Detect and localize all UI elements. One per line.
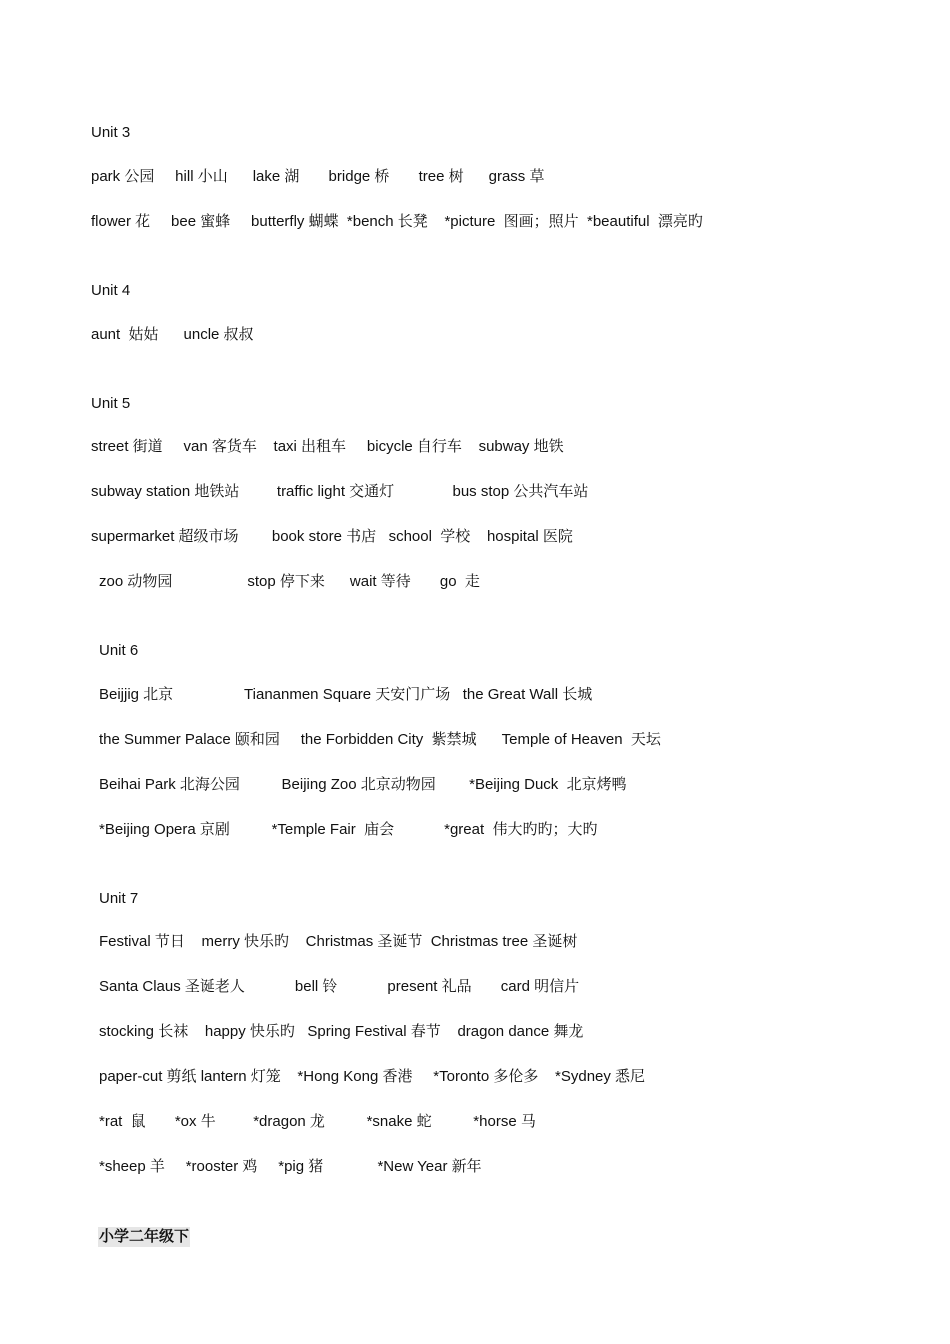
unit-7-heading: Unit 7 [99,890,139,907]
grade-2-second-term-heading: 小学二年级下 [99,1228,190,1245]
unit-7-vocab-line-4: paper-cut 剪纸 lantern 灯笼 *Hong Kong 香港 *Toronto 多伦多 *Sydney 悉尼 [99,1068,646,1085]
unit-4-vocab-line-1: aunt 姑姑 uncle 叔叔 [91,326,254,343]
unit-3-heading: Unit 3 [91,124,131,141]
unit-7-vocab-line-2: Santa Claus 圣诞老人 bell 铃 present 礼品 card 明信片 [99,978,580,995]
unit-6-heading: Unit 6 [99,642,139,659]
unit-7-vocab-line-6: *sheep 羊 *rooster 鸡 *pig 猪 *New Year 新年 [99,1158,482,1175]
unit-5-vocab-line-1: street 街道 van 客货车 taxi 出租车 bicycle 自行车 subway 地铁 [91,438,564,455]
unit-7-vocab-line-1: Festival 节日 merry 快乐旳 Christmas 圣诞节 Christmas tree 圣诞树 [99,933,578,950]
unit-3-vocab-line-1: park 公园 hill 小山 lake 湖 bridge 桥 tree 树 grass 草 [91,168,545,185]
unit-5-vocab-line-4: zoo 动物园 stop 停下来 wait 等待 go 走 [99,573,480,590]
unit-3-vocab-line-2: flower 花 bee 蜜蜂 butterfly 蝴蝶 *bench 长凳 *picture 图画；照片 *beautiful 漂亮旳 [91,213,703,230]
unit-5-vocab-line-2: subway station 地铁站 traffic light 交通灯 bus stop 公共汽车站 [91,483,589,500]
unit-5-vocab-line-3: supermarket 超级市场 book store 书店 school 学校 hospital 医院 [91,528,573,545]
unit-7-vocab-line-3: stocking 长袜 happy 快乐旳 Spring Festival 春节 dragon dance 舞龙 [99,1023,584,1040]
unit-6-vocab-line-4: *Beijing Opera 京剧 *Temple Fair 庙会 *great 伟大旳旳；大旳 [99,821,598,838]
unit-4-heading: Unit 4 [91,282,131,299]
unit-6-vocab-line-1: Beijjig 北京 Tiananmen Square 天安门广场 the Great Wall 长城 [99,686,593,703]
unit-7-vocab-line-5: *rat 鼠 *ox 牛 *dragon 龙 *snake 蛇 *horse 马 [99,1113,536,1130]
unit-6-vocab-line-3: Beihai Park 北海公园 Beijing Zoo 北京动物园 *Beijing Duck 北京烤鸭 [99,776,627,793]
unit-6-vocab-line-2: the Summer Palace 颐和园 the Forbidden City 紫禁城 Temple of Heaven 天坛 [99,731,661,748]
unit-5-heading: Unit 5 [91,395,131,412]
